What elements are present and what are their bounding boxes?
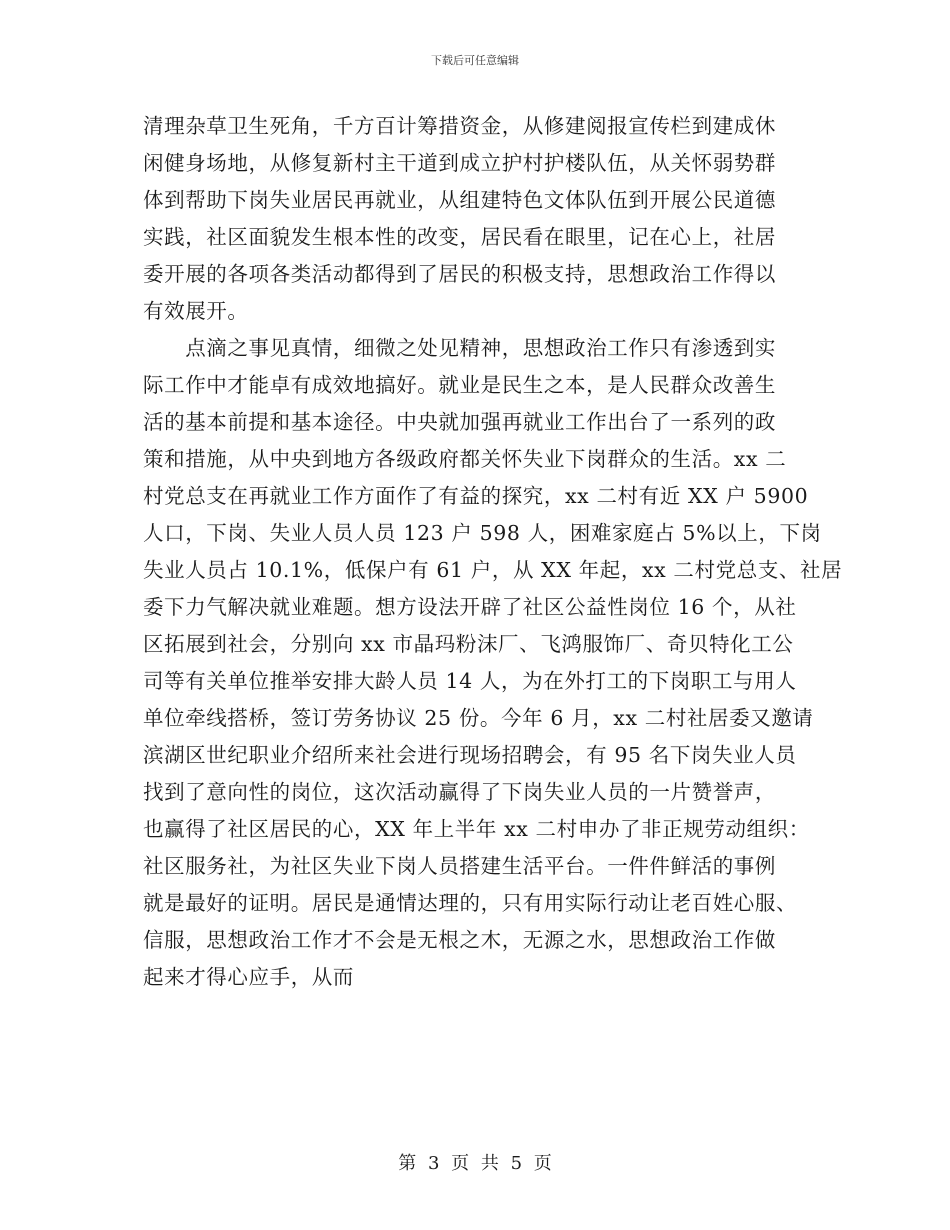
page-number-footer: 第 3 页 共 5 页 [398, 1153, 552, 1174]
text-line: 司等有关单位推举安排大龄人员 14 人，为在外打工的下岗职工与用人 [143, 669, 797, 693]
text-line: 清理杂草卫生死角，千方百计筹措资金，从修建阅报宣传栏到建成休 [143, 114, 776, 138]
text-line: 区拓展到社会，分别向 xx 市晶玛粉沫厂、飞鸿服饰厂、奇贝特化工公 [143, 632, 794, 656]
document-body [143, 108, 843, 996]
text-line: 活的基本前提和基本途径。中央就加强再就业工作出台了一系列的政 [143, 410, 776, 434]
text-line: 滨湖区世纪职业介绍所来社会进行现场招聘会，有 95 名下岗失业人员 [143, 743, 797, 767]
text-line: 起来才得心应手，从而 [143, 965, 354, 989]
paragraph-start-line: 点滴之事见真情，细微之处见精神，思想政治工作只有渗透到实 [143, 336, 776, 360]
text-line: 人口，下岗、失业人员人员 123 户 598 人，困难家庭占 5%以上，下岗 [143, 521, 822, 545]
text-line: 有效展开。 [143, 299, 249, 323]
text-line: 闲健身场地，从修复新村主干道到成立护村护楼队伍，从关怀弱势群 [143, 151, 776, 175]
text-line: 找到了意向性的岗位，这次活动赢得了下岗失业人员的一片赞誉声， [143, 780, 776, 804]
text-line: 就是最好的证明。居民是通情达理的，只有用实际行动让老百姓心服、 [143, 891, 798, 915]
text-line: 村党总支在再就业工作方面作了有益的探究，xx 二村有近 XX 户 5900 [143, 484, 809, 508]
text-line: 实践，社区面貌发生根本性的改变，居民看在眼里，记在心上，社居 [143, 225, 776, 249]
text-line: 体到帮助下岗失业居民再就业，从组建特色文体队伍到开展公民道德 [143, 188, 776, 212]
text-line: 单位牵线搭桥，签订劳务协议 25 份。今年 6 月，xx 二村社居委又邀请 [143, 706, 814, 730]
page-header: 下载后可任意编辑 [431, 54, 519, 67]
text-line: 失业人员占 10.1%，低保户有 61 户，从 XX 年起，xx 二村党总支、社居 [143, 558, 843, 582]
text-line: 也赢得了社区居民的心，XX 年上半年 xx 二村申办了非正规劳动组织： [143, 817, 810, 841]
text-line: 际工作中才能卓有成效地搞好。就业是民生之本，是人民群众改善生 [143, 373, 776, 397]
text-line: 社区服务社，为社区失业下岗人员搭建生活平台。一件件鲜活的事例 [143, 854, 776, 878]
text-line: 策和措施，从中央到地方各级政府都关怀失业下岗群众的生活。xx 二 [143, 447, 787, 471]
text-line: 委开展的各项各类活动都得到了居民的积极支持，思想政治工作得以 [143, 262, 776, 286]
text-line: 委下力气解决就业难题。想方设法开辟了社区公益性岗位 16 个，从社 [143, 595, 797, 619]
text-line: 信服，思想政治工作才不会是无根之木，无源之水，思想政治工作做 [143, 928, 776, 952]
